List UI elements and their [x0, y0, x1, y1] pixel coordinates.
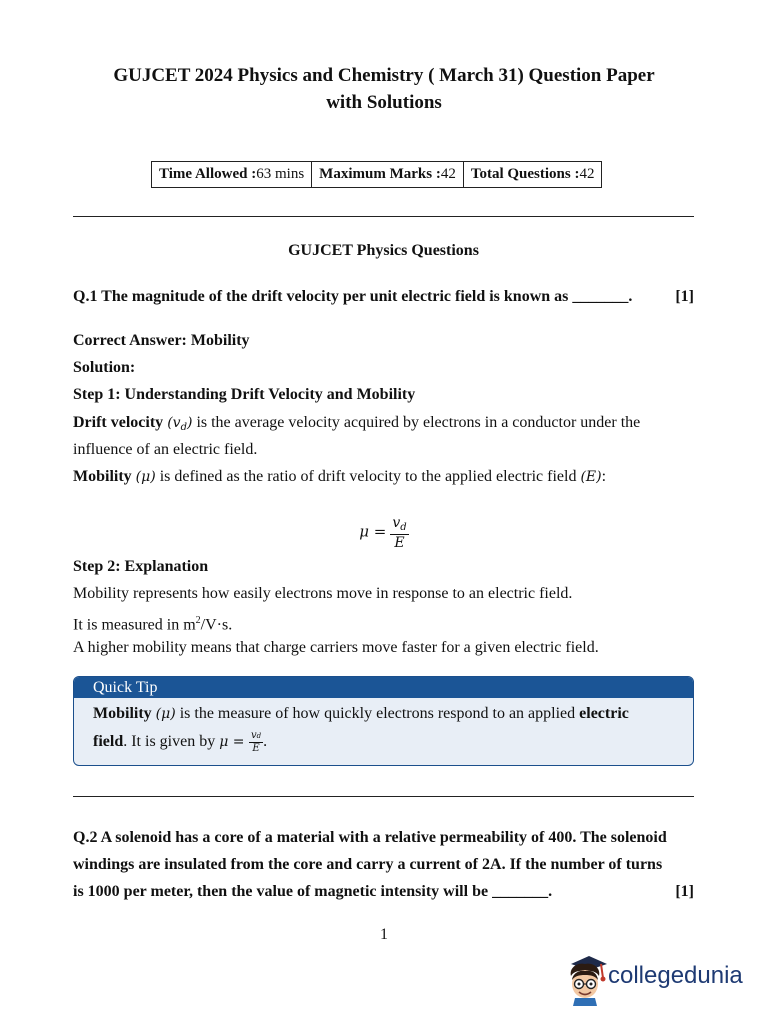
logo-text: collegedunia	[608, 962, 743, 989]
title-line-2: with Solutions	[326, 92, 442, 113]
time-allowed-value: 63 mins	[256, 166, 305, 182]
electric-field-symbol: (E)	[580, 469, 602, 485]
total-questions-cell	[463, 162, 602, 188]
question-1-marks: [1]	[675, 288, 694, 305]
question-1	[73, 283, 694, 310]
section-heading: GUJCET Physics Questions	[288, 242, 479, 259]
quick-tip-header: Quick Tip	[74, 677, 693, 698]
question-2-line-3	[73, 878, 694, 905]
quick-tip-body: Mobility (μ) is the measure of how quickly electrons respond to an applied electric field. It is given by μ = $\frac{vd}{E}$ .	[93, 705, 629, 754]
quick-tip-mobility-term: Mobility	[93, 705, 152, 722]
unit-suffix: /V·s.	[200, 616, 233, 634]
collegedunia-logo	[563, 950, 743, 1006]
correct-answer: Correct Answer: Mobility	[73, 332, 250, 349]
question-2-line-2: windings are insulated from the core and carry a current of 2A. If the number of turns	[73, 856, 663, 873]
page-number: 1	[380, 926, 388, 943]
quick-tip-text-1: is the measure of how quickly electrons respond to an applied	[175, 705, 580, 722]
quick-tip-field: field	[93, 733, 124, 750]
drift-velocity-text-1: is the average velocity acquired by electrons in a conductor under the	[192, 414, 641, 431]
quick-tip-mobility-symbol: (μ)	[155, 706, 176, 722]
unit-prefix: It is measured in m	[73, 616, 196, 634]
maximum-marks-cell	[312, 162, 464, 188]
step-1-heading: Step 1: Understanding Drift Velocity and Mobility	[73, 386, 416, 403]
question-2-line-1: Q.2 A solenoid has a core of a material with a relative permeability of 400. The solenoid	[73, 829, 667, 846]
time-allowed-label: Time Allowed :	[159, 166, 257, 182]
explanation-line-3: A higher mobility means that charge carriers move faster for a given electric field.	[73, 639, 599, 656]
divider-middle	[73, 796, 694, 797]
quick-tip-text-2: . It is given by	[123, 733, 220, 750]
quick-tip-electric: electric	[579, 705, 629, 722]
question-2-line-3-text: is 1000 per meter, then the value of magnetic intensity will be _______.	[73, 883, 553, 900]
total-questions-label: Total Questions :	[470, 166, 580, 182]
drift-velocity-term: Drift velocity	[73, 414, 164, 431]
maximum-marks-value: 42	[440, 166, 456, 182]
exam-info-table	[151, 161, 602, 188]
divider-top	[73, 216, 694, 217]
explanation-line-1: Mobility represents how easily electrons move in response to an electric field.	[73, 585, 573, 602]
time-allowed-cell	[152, 162, 312, 188]
total-questions-value: 42	[579, 166, 595, 182]
mobility-fraction: $\frac{v_d}{E}$	[392, 515, 407, 551]
document-title	[60, 62, 708, 116]
mobility-symbol: (μ)	[135, 469, 156, 485]
title-line-1: GUJCET 2024 Physics and Chemistry ( March 31) Question Paper	[113, 65, 655, 86]
question-2-marks: [1]	[675, 883, 694, 900]
mobility-definition-text: is defined as the ratio of drift velocity to the applied electric field	[155, 468, 581, 485]
quick-tip-formula: μ = $\frac{vd}{E}$	[219, 729, 262, 754]
question-1-text: Q.1 The magnitude of the drift velocity per unit electric field is known as _______.	[73, 288, 633, 305]
quick-tip-box	[73, 676, 694, 766]
drift-velocity-symbol: $(v_d)$	[167, 415, 193, 433]
solution-label: Solution:	[73, 359, 136, 376]
mobility-term: Mobility	[73, 468, 132, 485]
drift-velocity-line-2: influence of an electric field.	[73, 441, 258, 458]
mascot-icon	[563, 950, 607, 1006]
mobility-definition: Mobility (μ) is defined as the ratio of drift velocity to the applied electric field (E):	[73, 468, 607, 485]
maximum-marks-label: Maximum Marks :	[319, 166, 441, 182]
mobility-equation: μ = $\frac{v_d}{E}$	[359, 515, 407, 551]
step-2-heading: Step 2: Explanation	[73, 558, 209, 575]
explanation-line-2: It is measured in $m^2/V\cdot s$.	[73, 615, 233, 634]
